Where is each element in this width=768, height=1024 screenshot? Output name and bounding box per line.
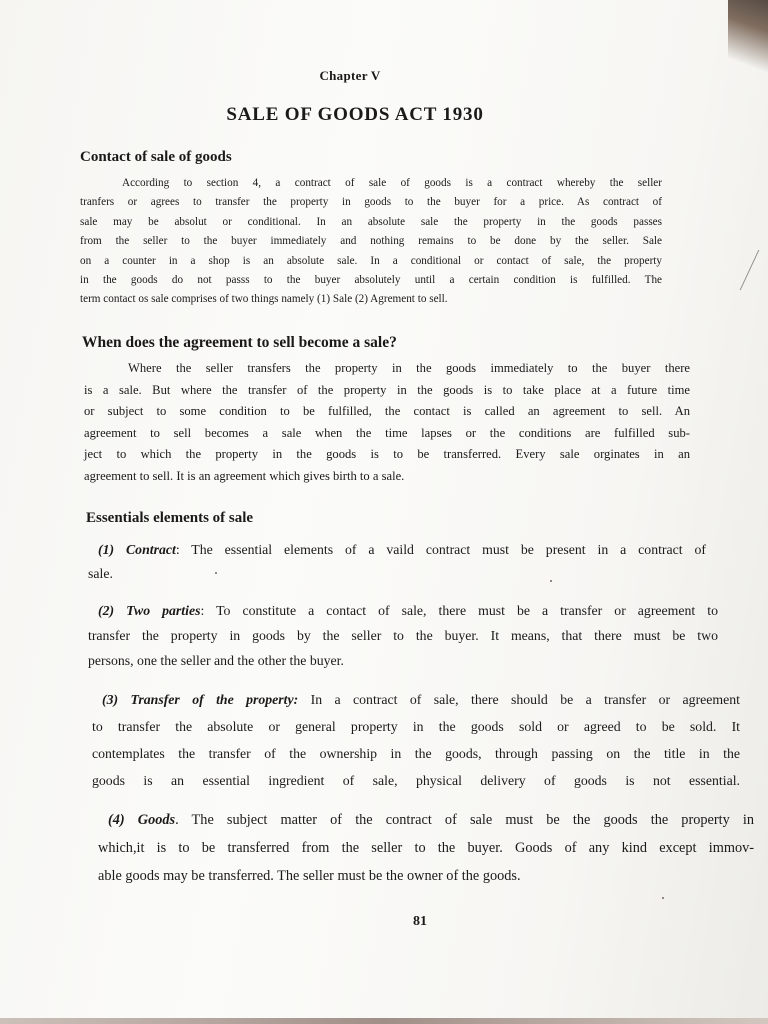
text-line: which,it is to be transferred from the seller to the buyer. Goods of any kind except immov-: [98, 840, 754, 856]
text-line: [88, 598, 718, 623]
item-text: . The subject matter of the contract of sale must be the goods the property in: [175, 812, 754, 828]
text-line: persons, one the seller and the other the buyer.: [88, 653, 344, 668]
item-text: : The essential elements of a vaild contract must be present in a contract of: [175, 542, 706, 557]
item-text: : To constitute a contact of sale, there must be a transfer or agreement to: [200, 603, 719, 618]
text-line: agreement to sell. It is an agreement which gives birth to a sale.: [84, 468, 405, 483]
text-line: ject to which the property in the goods is to be transferred. Every sale orginates in an: [84, 447, 690, 462]
text-line: [88, 538, 706, 562]
page-title: SALE OF GOODS ACT 1930: [226, 104, 484, 125]
item-label: (2) Two parties: [98, 603, 201, 618]
item-label: (1) Contract: [98, 542, 176, 557]
list-item-contract: [88, 538, 706, 586]
text-line: is a sale. But where the transfer of the property in the goods is to take place at a future time: [84, 382, 690, 397]
page-corner-shadow: [728, 0, 768, 90]
text-line: to transfer the absolute or general property in the goods sold or agreed to be sold. It: [92, 719, 740, 734]
text-line: [92, 686, 740, 713]
text-line: contemplates the transfer of the ownership in the goods, through passing on the title in the: [92, 746, 740, 761]
text-line: Where the seller transfers the property in the goods immediately to the buyer there: [128, 361, 690, 375]
list-item-transfer-of-property: [92, 686, 740, 794]
paper-speck: [215, 572, 217, 574]
text-line: term contact os sale comprises of two things namely (1) Sale (2) Agrement to sell.: [80, 293, 448, 306]
paragraph-contract-of-sale: [80, 174, 662, 310]
text-line: from the seller to the buyer immediately and nothing remains to be done by the seller. Sale: [80, 235, 662, 248]
text-line: agreement to sell becomes a sale when the time lapses or the conditions are fulfilled sub-: [84, 425, 690, 440]
list-item-two-parties: [88, 598, 718, 673]
list-item-goods: [98, 806, 754, 890]
paper-speck: [662, 897, 664, 899]
section-heading-essentials: Essentials elements of sale: [86, 510, 254, 526]
page-bottom-edge: [0, 1018, 768, 1024]
text-line: or subject to some condition to be fulfilled, the contact is called an agreement to sell. An: [84, 404, 690, 419]
text-line: According to section 4, a contract of sale of goods is a contract whereby the seller: [122, 177, 662, 189]
text-line: able goods may be transferred. The seller must be the owner of the goods.: [98, 868, 521, 884]
text-line: [98, 806, 754, 834]
page-edge-mark: [740, 250, 768, 290]
text-line: tranfers or agrees to transfer the property in goods to the buyer for a price. As contract of: [80, 196, 662, 209]
text-line: transfer the property in goods by the seller to the buyer. It means, that there must be two: [88, 628, 718, 643]
text-line: on a counter in a shop is an absolute sale. In a conditional or contact of sale, the property: [80, 254, 662, 267]
item-label: (4) Goods: [108, 812, 176, 828]
item-label: (3) Transfer of the property:: [102, 692, 299, 707]
paper-speck: [550, 580, 552, 582]
page-number: 81: [413, 914, 427, 929]
text-line: sale may be absolut or conditional. In an absolute sale the property in the goods passes: [80, 215, 662, 228]
text-line: goods is an essential ingredient of sale, physical delivery of goods is not essential.: [92, 773, 740, 788]
text-line: sale.: [88, 566, 113, 581]
section-heading-contract-of-sale: Contact of sale of goods: [80, 149, 232, 165]
paragraph-agreement-to-sell: [84, 358, 690, 488]
section-heading-agreement-to-sell: When does the agreement to sell become a sale?: [82, 334, 397, 351]
item-text: In a contract of sale, there should be a transfer or agreement: [298, 692, 740, 707]
text-line: in the goods do not passs to the buyer absolutely until a certain condition is fulfilled. The: [80, 274, 662, 287]
chapter-label: Chapter V: [319, 68, 381, 83]
